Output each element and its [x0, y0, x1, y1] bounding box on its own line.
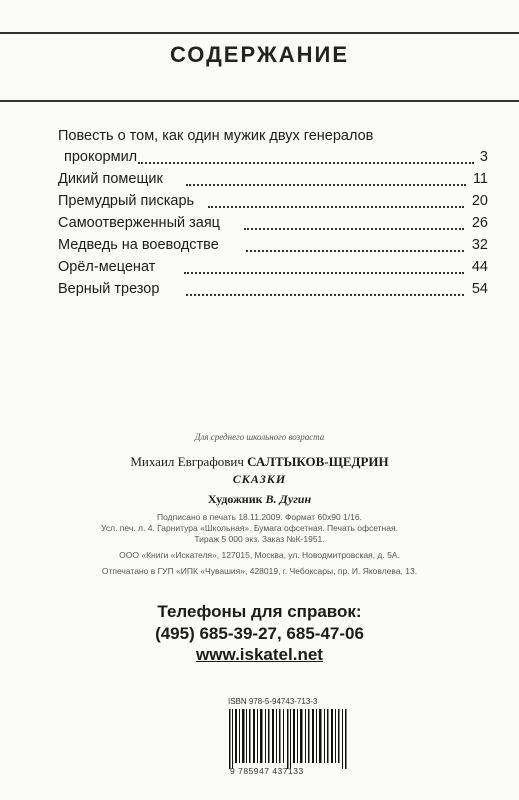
toc-entry[interactable]: [58, 193, 488, 213]
artist-name: В. Дугин: [265, 492, 312, 506]
toc-leader-dots: [186, 281, 464, 296]
website-url[interactable]: www.iskatel.net: [196, 645, 323, 664]
toc-leader-dots: [246, 237, 464, 252]
toc-leader-dots: [138, 149, 474, 164]
toc-entry[interactable]: [58, 259, 488, 279]
age-note: Для среднего школьного возраста: [194, 432, 325, 442]
toc-entry[interactable]: [58, 281, 488, 301]
toc-entry[interactable]: [58, 171, 488, 191]
toc-page-number: 20: [471, 193, 488, 209]
print-info-line: Усл. печ. л. 4. Гарнитура «Школьная». Бумага офсетная. Печать офсетная.: [101, 523, 398, 533]
phone-numbers: (495) 685-39-27, 685-47-06: [155, 624, 364, 643]
book-title: СКАЗКИ: [232, 472, 287, 486]
toc-leader-dots: [184, 259, 464, 274]
toc-page-number: 11: [472, 171, 488, 187]
toc-leader-dots: [208, 193, 464, 208]
artist-line: [0, 492, 519, 507]
toc-entry[interactable]: [58, 237, 488, 257]
toc-page-number: 32: [471, 237, 488, 253]
publisher-address: ООО «Книги «Искателя», 127015, Москва, ул. Новодмитровская, д. 5А.: [119, 550, 400, 560]
toc-page-number: 3: [479, 149, 488, 165]
author-line: [0, 454, 519, 470]
toc-entry-title: Повесть о том, как один мужик двух генералов: [58, 128, 374, 144]
bottom-rule: [0, 100, 519, 102]
top-rule: [0, 32, 519, 34]
table-of-contents: [58, 128, 488, 298]
print-info-line: Подписано в печать 18.11.2009. Формат 60x90 1/16.: [157, 512, 362, 522]
page-heading: СОДЕРЖАНИЕ: [169, 42, 350, 67]
toc-leader-dots: [186, 171, 466, 186]
toc-page-number: 44: [471, 259, 488, 275]
artist-label: Художник: [207, 492, 263, 506]
toc-entry-title: Дикий помещик: [58, 171, 163, 187]
toc-page-number: 54: [471, 281, 488, 297]
printer-address: Отпечатано в ГУП «ИПК «Чувашия», 428019, г. Чебоксары, пр. И. Яковлева, 13.: [101, 566, 418, 576]
toc-entry-title: Самоотверженный заяц: [58, 215, 220, 231]
author-first-name: Михаил Евграфович: [130, 454, 244, 469]
toc-entry-continued[interactable]: [58, 149, 488, 169]
toc-leader-dots: [244, 215, 464, 230]
barcode: [225, 709, 355, 772]
phones-label: Телефоны для справок:: [157, 602, 362, 621]
print-info-line: Тираж 5 000 экз. Заказ №К-1951.: [194, 534, 325, 544]
toc-entry-title: Верный трезор: [58, 281, 160, 297]
toc-entry-title: Медведь на воеводстве: [58, 237, 219, 253]
barcode-number: 9 785947 437133: [230, 766, 304, 776]
isbn-text: ISBN 978-5-94743-713-3: [228, 697, 318, 706]
toc-entry[interactable]: [58, 215, 488, 235]
toc-page-number: 26: [471, 215, 488, 231]
toc-entry[interactable]: [58, 128, 488, 148]
author-last-name: САЛТЫКОВ-ЩЕДРИН: [247, 454, 389, 469]
toc-entry-title-continued: прокормил: [64, 149, 138, 165]
toc-entry-title: Орёл-меценат: [58, 259, 156, 275]
toc-entry-title: Премудрый пискарь: [58, 193, 195, 209]
website-link[interactable]: [0, 645, 519, 665]
barcode-bars: [225, 709, 355, 772]
